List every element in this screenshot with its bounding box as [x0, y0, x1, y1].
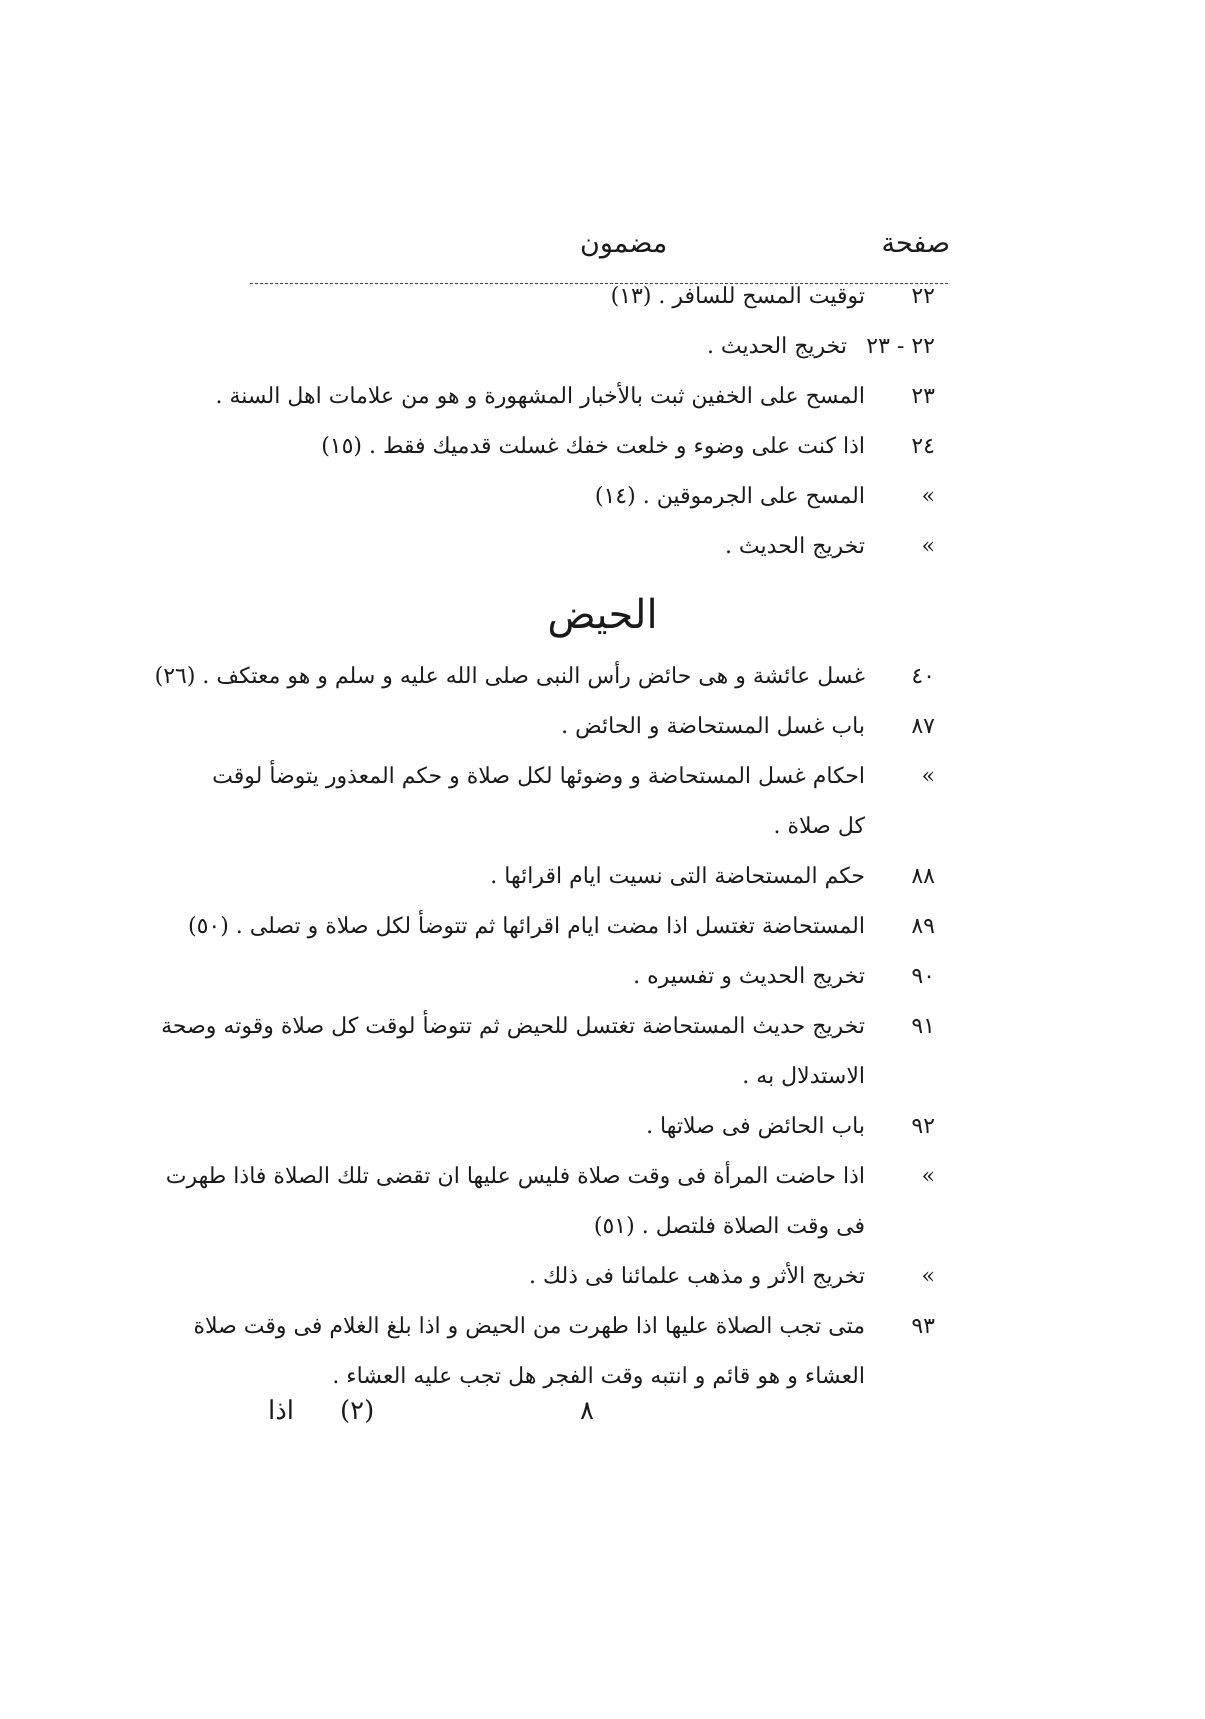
entry-text: المستحاضة تغتسل اذا مضت ايام اقرائها ثم تتوضأ لكل صلاة و تصلى . (٥٠)	[187, 914, 865, 939]
toc-entry	[161, 1002, 935, 1052]
entry-continuation: الاستدلال به .	[742, 1064, 865, 1089]
entry-page-number: ٩٢	[911, 1114, 935, 1139]
toc-entry	[235, 522, 935, 572]
toc-entry	[235, 702, 935, 752]
entry-page-number: ٨٨	[911, 864, 935, 889]
entry-page-number: ٩٣	[911, 1314, 935, 1339]
toc-entry	[235, 852, 935, 902]
entry-text: تخريج الحديث و تفسيره .	[633, 964, 865, 989]
entry-page-number: ٢٣	[911, 384, 935, 409]
entry-page-number: ٩٠	[911, 964, 935, 989]
entry-text: المسح على الخفين ثبت بالأخبار المشهورة و هو من علامات اهل السنة .	[215, 384, 865, 409]
subject-column-heading: مضمون	[580, 228, 668, 259]
entry-text: تخريج الحديث .	[724, 534, 865, 559]
entry-page-number: ٩١	[911, 1014, 935, 1039]
toc-entry	[235, 322, 935, 372]
toc-entry	[215, 372, 935, 422]
entry-text: متى تجب الصلاة عليها اذا طهرت من الحيض و اذا بلغ الغلام فى وقت صلاة	[193, 1314, 865, 1339]
entry-text: غسل عائشة و هى حائض رأس النبى صلى الله عليه و سلم و هو معتكف . (٢٦)	[154, 664, 865, 689]
entry-page-number: ٢٢	[911, 284, 935, 309]
toc-entry	[235, 1102, 935, 1152]
toc-entry	[235, 952, 935, 1002]
entry-text: المسح على الجرموقين . (١٤)	[594, 484, 865, 509]
entry-text: باب الحائض فى صلاتها .	[646, 1114, 865, 1139]
entry-page-number: ٤٠	[911, 664, 935, 689]
page-footer	[250, 1396, 950, 1446]
entry-continuation: كل صلاة .	[773, 814, 865, 839]
toc-entry	[187, 902, 935, 952]
entry-page-number: ٨٧	[911, 714, 935, 739]
page-column-heading: صفحة	[881, 228, 950, 259]
entry-text: باب غسل المستحاضة و الحائض .	[561, 714, 865, 739]
entry-text: اذا كنت على وضوء و خلعت خفك غسلت قدميك فقط . (١٥)	[321, 434, 865, 459]
entry-page-number: »	[921, 1164, 935, 1189]
entry-page-number: »	[921, 484, 935, 509]
entry-text: اذا حاضت المرأة فى وقت صلاة فليس عليها ان تقضى تلك الصلاة فاذا طهرت	[165, 1164, 865, 1189]
toc-entry	[235, 272, 935, 322]
entry-text: توقيت المسح للسافر . (١٣)	[610, 284, 865, 309]
toc-entry	[154, 652, 935, 702]
entry-text: حكم المستحاضة التى نسيت ايام اقرائها .	[490, 864, 865, 889]
toc-entry	[235, 422, 935, 472]
folio-number: ٨	[580, 1396, 594, 1426]
toc-entry	[165, 1152, 935, 1202]
signature-mark: (٢)	[340, 1396, 375, 1426]
entry-continuation: العشاء و هو قائم و انتبه وقت الفجر هل تجب عليه العشاء .	[332, 1364, 865, 1389]
toc-entry	[235, 1252, 935, 1302]
catchword: اذا	[268, 1396, 295, 1426]
section-heading: الحيض	[547, 592, 658, 638]
entry-text: تخريج حديث المستحاضة تغتسل للحيض ثم تتوضأ لوقت كل صلاة وقوته وصحة	[161, 1014, 865, 1039]
table-header	[250, 228, 950, 268]
entry-text: احكام غسل المستحاضة و وضوئها لكل صلاة و حكم المعذور يتوضأ لوقت	[212, 764, 865, 789]
entry-page-number: »	[921, 764, 935, 789]
entry-text: تخريج الحديث .	[706, 334, 847, 359]
toc-entry	[193, 1302, 935, 1352]
entry-page-number: »	[921, 534, 935, 559]
entry-text: تخريج الأثر و مذهب علمائنا فى ذلك .	[528, 1264, 865, 1289]
entry-page-number: ٢٤	[911, 434, 935, 459]
entry-continuation: فى وقت الصلاة فلتصل . (٥١)	[593, 1214, 865, 1239]
entry-page-number: »	[921, 1264, 935, 1289]
toc-entry	[212, 752, 935, 802]
toc-entry	[235, 472, 935, 522]
entry-page-number: ٨٩	[911, 914, 935, 939]
entry-page-number: ٢٢ - ٢٣	[866, 334, 935, 359]
